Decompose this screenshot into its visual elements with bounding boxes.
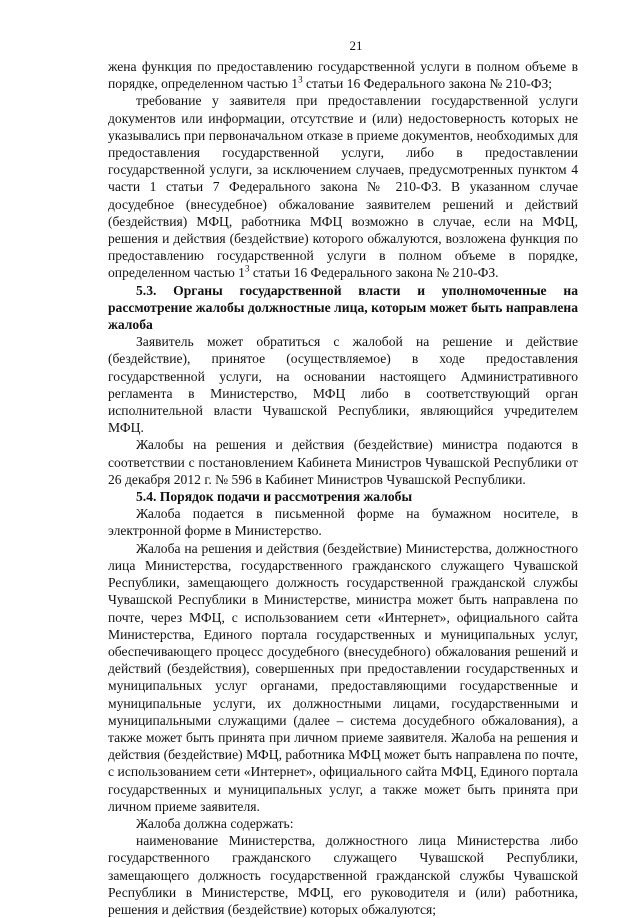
paragraph-requirement: требование у заявителя при предоставлении государственной услуги документов или информации, отсутствие и (или) недостоверность которых не указывались при первоначальном отказе в приеме документов, необходимых для предоставления государственной услуги, либо в предоставлении государственной услуги, за исключением случаев, предусмотренных пунктом 4 части 1 статьи 7 Федерального закона № 210-ФЗ. В указанном случае досудебное (внесудебное) обжалование заявителем решений и действий (бездействия) МФЦ, работника МФЦ возможно в случае, если на МФЦ, решения и действия (бездействие) которого обжалуются, возложена функция по предоставлению государственной услуги в полном объеме в порядке, определенном частью $1^3$ статьи 16 Федерального закона № 210-ФЗ.: [108, 93, 578, 281]
section-heading-5-3: 5.3. Органы государственной власти и уполномоченные на рассмотрение жалобы должностные лица, которым может быть направлена жалоба: [108, 282, 578, 333]
paragraph-complaint-form: Жалоба подается в письменной форме на бумажном носителе, в электронной форме в Министерство.: [108, 506, 578, 539]
paragraph-minister-complaints: Жалобы на решения и действия (бездействие) министра подаются в соответствии с постановлением Кабинета Министров Чувашской Республики от 26 декабря 2012 г. № 596 в Кабинет Министров Чувашской Республики.: [108, 437, 578, 487]
paragraph-complaint-name-item: наименование Министерства, должностного лица Министерства либо государственного гражданского служащего Чувашской Республики, замещающего должность государственной гражданской службы Чувашской Республики в Министерстве, МФЦ, его руководителя и (или) работника, решения и действия (бездействие) которых обжалуются;: [108, 833, 578, 917]
paragraph-complaint-channels: Жалоба на решения и действия (бездействие) Министерства, должностного лица Министерства, государственного гражданского служащего Чувашской Республики, замещающего должность государственной гражданской службы Чувашской Республики в Министерстве, министра может быть направлена по почте, через МФЦ, с использованием сети «Интернет», официального сайта Министерства, Единого портала государственных и муниципальных услуг, обеспечивающего процесс досудебного (внесудебного) обжалования решений и действий (бездействия), совершенных при предоставлении государственных и муниципальных услуг органами, предоставляющими государственные и муниципальные услуги, их должностными лицами, государственными и муниципальными служащими (далее – система досудебного обжалования), а также может быть принята при личном приеме заявителя. Жалоба на решения и действия (бездействие) МФЦ, работника МФЦ может быть направлена по почте, с использованием сети «Интернет», официального сайта МФЦ, Единого портала государственных и муниципальных услуг, а также может быть принята при личном приеме заявителя.: [108, 540, 578, 814]
paragraph-continuation: жена функция по предоставлению государственной услуги в полном объеме в порядке, определенном частью $1^3$ статьи 16 Федерального закона № 210-ФЗ;: [108, 59, 578, 92]
paragraph-complaint-contents: Жалоба должна содержать:: [136, 815, 294, 831]
section-heading-5-4: 5.4. Порядок подачи и рассмотрения жалобы: [136, 489, 413, 505]
paragraph-appeal-submission: Заявитель может обратиться с жалобой на решение и действие (бездействие), принятое (осуществляемое) в ходе предоставления государственной услуги, на основании настоящего Административного регламента в Министерство, МФЦ либо в соответствующий орган исполнительной власти Чувашской Республики, являющийся учредителем МФЦ.: [108, 334, 578, 436]
page-number: 21: [349, 38, 363, 53]
